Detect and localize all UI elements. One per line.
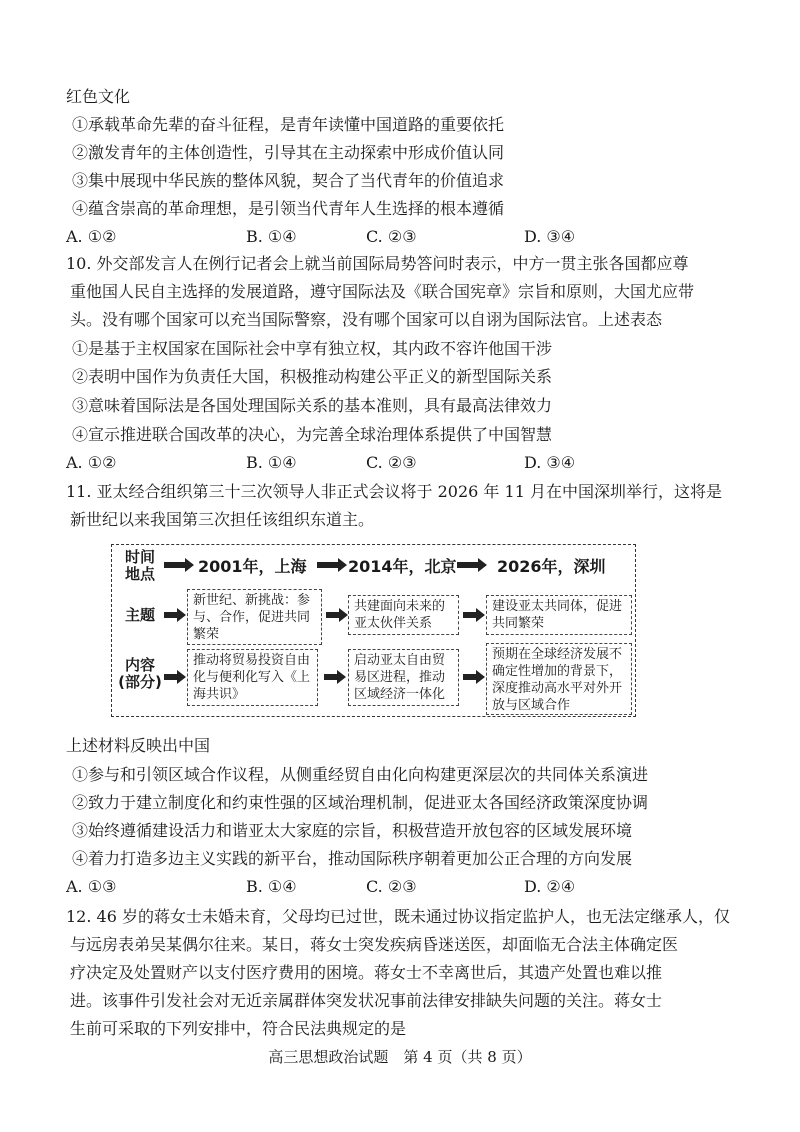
q10-option-a: A. ①② xyxy=(66,453,117,472)
q11-option-d: D. ②④ xyxy=(524,877,576,896)
q11-line-2: 新世纪以来我国第三次担任该组织东道主。 xyxy=(70,510,375,529)
q11-line-1: 11. 亚太经合组织第三十三次领导人非正式会议将于 2026 年 11 月在中国深圳举行，这将是 xyxy=(66,482,722,501)
q9-option-c: C. ②③ xyxy=(366,227,417,246)
q11-option-c: C. ②③ xyxy=(366,877,417,896)
q12-line-4: 进。该事件引发社会对无近亲属群体突发状况事前法律安排缺失问题的关注。蒋女士 xyxy=(70,991,663,1010)
q10-option-c: C. ②③ xyxy=(366,453,417,472)
q9-option-b: B. ①④ xyxy=(246,227,297,246)
q11-stem: 上述材料反映出中国 xyxy=(66,736,211,755)
q12-line-2: 与远房表弟吴某偶尔往来。某日，蒋女士突发疾病昏迷送医，却面临无合法主体确定医 xyxy=(70,935,679,954)
content-2001: 推动将贸易投资自由化与便利化写入《上海共识》 xyxy=(187,649,318,706)
q11-item-2: ②致力于建立制度化和约束性强的区域治理机制，促进亚太各国经济政策深度协调 xyxy=(72,793,649,812)
q10-item-1: ①是基于主权国家在国际社会中享有独立权，其内政不容许他国干涉 xyxy=(72,339,553,358)
q10-line-3: 头。没有哪个国家可以充当国际警察，没有哪个国家可以自诩为国际法官。上述表态 xyxy=(70,310,663,329)
q9-option-a: A. ①② xyxy=(66,227,117,246)
q9-item-4: ④蕴含崇高的革命理想，是引领当代青年人生选择的根本遵循 xyxy=(72,199,505,218)
content-2026: 预期在全球经济发展不确定性增加的背景下，深度推动高水平对外开放与区域合作 xyxy=(486,643,632,715)
apec-diagram xyxy=(111,544,636,717)
q11-item-4: ④着力打造多边主义实践的新平台，推动国际秩序朝着更加公正合理的方向发展 xyxy=(72,849,633,868)
row-label-content: 内容 (部分) xyxy=(118,656,162,691)
q11-option-a: A. ①③ xyxy=(66,877,117,896)
q9-item-2: ②激发青年的主体创造性，引导其在主动探索中形成价值认同 xyxy=(72,143,505,162)
row-label-theme: 主题 xyxy=(124,606,155,624)
theme-2014: 共建面向未来的亚太伙伴关系 xyxy=(348,595,459,635)
page-footer: 高三思想政治试题 第 4 页（共 8 页） xyxy=(268,1048,532,1066)
content-2014: 启动亚太自由贸易区进程，推动区域经济一体化 xyxy=(348,649,459,706)
q10-line-2: 重他国人民自主选择的发展道路，遵守国际法及《联合国宪章》宗旨和原则，大国尤应带 xyxy=(70,282,695,301)
q9-item-1: ①承载革命先辈的奋斗征程，是青年读懂中国道路的重要依托 xyxy=(72,115,505,134)
q10-line-1: 10. 外交部发言人在例行记者会上就当前国际局势答问时表示，中方一贯主张各国都应尊 xyxy=(66,254,689,273)
q9-option-d: D. ③④ xyxy=(524,227,576,246)
q10-item-4: ④宣示推进联合国改革的决心，为完善全球治理体系提供了中国智慧 xyxy=(72,425,553,444)
year-2014: 2014年，北京 xyxy=(348,557,457,576)
q12-line-1: 12. 46 岁的蒋女士未婚未育，父母均已过世，既未通过协议指定监护人，也无法定继承人，仅 xyxy=(66,907,730,926)
q12-line-3: 疗决定及处置财产以支付医疗费用的困境。蒋女士不幸离世后，其遗产处置也难以推 xyxy=(70,963,663,982)
q9-stem: 红色文化 xyxy=(66,87,131,106)
q11-item-1: ①参与和引领区域合作议程，从侧重经贸自由化向构建更深层次的共同体关系演进 xyxy=(72,765,649,784)
q12-line-5: 生前可采取的下列安排中，符合民法典规定的是 xyxy=(70,1019,407,1038)
year-2001: 2001年，上海 xyxy=(198,557,307,576)
theme-2001: 新世纪、新挑战：参与、合作，促进共同繁荣 xyxy=(187,589,322,645)
q11-option-b: B. ①④ xyxy=(246,877,297,896)
q10-item-3: ③意味着国际法是各国处理国际关系的基本准则，具有最高法律效力 xyxy=(72,396,553,415)
q10-option-d: D. ③④ xyxy=(524,453,576,472)
row-label-time-place: 时间 地点 xyxy=(124,548,155,583)
q11-item-3: ③始终遵循建设活力和谐亚太大家庭的宗旨，积极营造开放包容的区域发展环境 xyxy=(72,821,633,840)
q10-item-2: ②表明中国作为负责任大国，积极推动构建公平正义的新型国际关系 xyxy=(72,367,553,386)
q9-item-3: ③集中展现中华民族的整体风貌，契合了当代青年的价值追求 xyxy=(72,171,505,190)
q10-option-b: B. ①④ xyxy=(246,453,297,472)
year-2026: 2026年，深圳 xyxy=(497,557,606,576)
theme-2026: 建设亚太共同体，促进共同繁荣 xyxy=(486,595,632,635)
